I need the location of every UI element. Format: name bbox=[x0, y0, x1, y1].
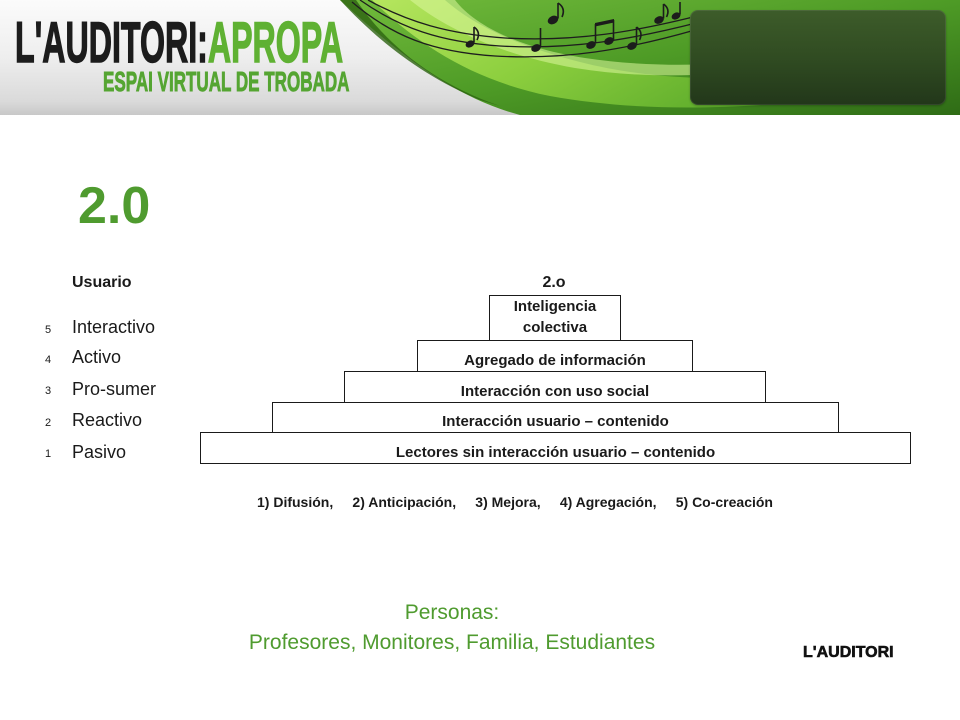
level-description: Agregado de información bbox=[464, 352, 646, 369]
logo-subtitle: ESPAI VIRTUAL DE TROBADA bbox=[103, 66, 350, 98]
user-type-label: Pasivo bbox=[72, 442, 127, 462]
level-number: 2 bbox=[45, 417, 52, 429]
logo-text-apropa: APROPA bbox=[207, 11, 344, 75]
header-banner bbox=[0, 0, 960, 115]
phase-item: 1) Difusión, bbox=[257, 494, 334, 510]
user-column-heading: Usuario bbox=[72, 274, 132, 291]
user-type-label: Activo bbox=[72, 347, 122, 367]
pyramid-level-4 bbox=[417, 340, 693, 372]
personas-list: Profesores, Monitores, Familia, Estudiantes bbox=[248, 631, 656, 654]
level-number: 5 bbox=[45, 324, 52, 336]
web-column-heading: 2.o bbox=[542, 274, 566, 291]
personas-heading: Personas: bbox=[404, 601, 500, 624]
level-description: Interacción usuario – contenido bbox=[442, 413, 669, 430]
phase-item: 2) Anticipación, bbox=[352, 494, 457, 510]
phase-item: 5) Co-creación bbox=[675, 494, 773, 510]
level-number: 4 bbox=[45, 354, 52, 366]
header-dark-panel bbox=[690, 10, 946, 105]
user-type-label: Reactivo bbox=[72, 410, 143, 430]
level-description: Inteligencia colectiva bbox=[513, 298, 597, 336]
level-number: 3 bbox=[45, 385, 52, 397]
phase-item: 4) Agregación, bbox=[559, 494, 657, 510]
footer-auditori-logo: L'AUDITORI bbox=[803, 644, 894, 661]
phases-legend bbox=[257, 494, 773, 510]
pyramid-level-1 bbox=[200, 432, 911, 464]
auditori-apropa-logo bbox=[15, 11, 344, 75]
pyramid-level-2 bbox=[272, 402, 839, 433]
user-type-label: Interactivo bbox=[72, 317, 156, 337]
logo-text-auditori: L'AUDITORI bbox=[15, 11, 198, 75]
phase-item: 3) Mejora, bbox=[475, 494, 541, 510]
pyramid-level-3 bbox=[344, 371, 766, 403]
level-description: Lectores sin interacción usuario – contenido bbox=[395, 444, 716, 461]
logo-colon: : bbox=[197, 11, 208, 75]
user-type-label: Pro-sumer bbox=[72, 379, 157, 399]
pyramid-level-5 bbox=[489, 295, 621, 341]
level-number: 1 bbox=[45, 448, 52, 460]
level-description: Interacción con uso social bbox=[460, 383, 650, 400]
slide-title: 2.0 bbox=[78, 177, 151, 235]
